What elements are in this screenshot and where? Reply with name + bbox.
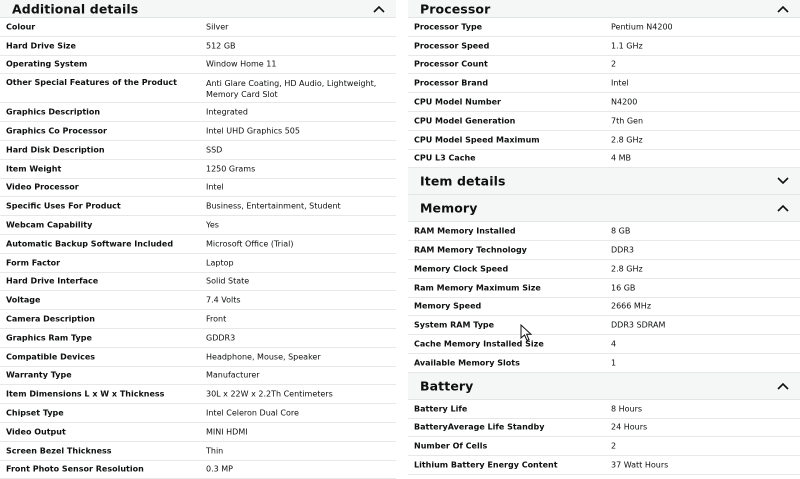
row-label: BatteryAverage Life Standby (414, 422, 545, 432)
row-label: Lithium Battery Energy Content (414, 460, 558, 470)
row-label: Form Factor (6, 258, 61, 268)
row-value: 8 GB (611, 226, 631, 236)
row-label: Ram Memory Maximum Size (414, 283, 541, 293)
row-label: Graphics Ram Type (6, 333, 92, 343)
additional-details-panel (0, 0, 396, 479)
row-value: 4 MB (611, 153, 632, 163)
row-label: Video Processor (6, 182, 79, 192)
row-label: RAM Memory Technology (414, 245, 527, 255)
row-value: GDDR3 (206, 333, 236, 343)
section-header-memory[interactable] (408, 195, 800, 222)
additional-details-table (0, 18, 396, 479)
row-value: Front (206, 314, 227, 324)
row-value: Thin (206, 446, 224, 456)
processor-table (408, 18, 800, 168)
table-row (0, 235, 396, 254)
table-row (408, 437, 800, 456)
table-row (0, 423, 396, 442)
row-value: Pentium N4200 (611, 22, 673, 32)
row-value: Intel Celeron Dual Core (206, 408, 299, 418)
table-row (0, 385, 396, 404)
row-label: CPU L3 Cache (414, 153, 476, 163)
row-value: 2.8 GHz (611, 264, 643, 274)
table-row (408, 456, 800, 475)
table-row (0, 179, 396, 198)
row-value: 1.1 GHz (611, 41, 643, 51)
row-value: Headphone, Mouse, Speaker (206, 352, 321, 362)
table-row (408, 93, 800, 112)
row-label: Operating System (6, 59, 88, 69)
table-row (0, 18, 396, 37)
chevron-up-icon[interactable] (776, 381, 790, 391)
table-row (408, 112, 800, 131)
row-label: System RAM Type (414, 320, 495, 330)
row-label: Processor Brand (414, 78, 489, 88)
table-row (408, 316, 800, 335)
table-row (0, 74, 396, 103)
row-label: Voltage (6, 295, 41, 305)
row-value: DDR3 SDRAM (611, 320, 666, 330)
row-label: Colour (6, 22, 36, 32)
table-row (408, 354, 800, 373)
row-value: Window Home 11 (206, 59, 277, 69)
table-row (408, 131, 800, 150)
section-header-item-details[interactable] (408, 168, 800, 195)
row-label: Hard Drive Interface (6, 276, 99, 286)
battery-table (408, 400, 800, 475)
section-title: Item details (420, 173, 506, 189)
row-label: Battery Life (414, 404, 468, 414)
row-value: Solid State (206, 276, 250, 286)
memory-table (408, 222, 800, 372)
section-title: Additional details (12, 1, 139, 16)
row-value: 7th Gen (611, 116, 644, 126)
section-title: Processor (420, 1, 491, 16)
table-row (0, 273, 396, 292)
table-row (408, 37, 800, 56)
row-label: Specific Uses For Product (6, 201, 121, 211)
section-header-processor[interactable] (408, 0, 800, 18)
row-value: 8 Hours (611, 404, 643, 414)
row-label: RAM Memory Installed (414, 226, 516, 236)
row-label: Webcam Capability (6, 220, 93, 230)
row-value: Business, Entertainment, Student (206, 201, 341, 211)
table-row (408, 279, 800, 298)
row-label: Compatible Devices (6, 352, 96, 362)
row-value: 2.8 GHz (611, 135, 643, 145)
table-row (408, 222, 800, 241)
chevron-up-icon[interactable] (776, 203, 790, 213)
row-label: Chipset Type (6, 408, 64, 418)
row-value: 0.3 MP (206, 464, 233, 474)
row-label: Video Output (6, 427, 66, 437)
row-label: CPU Model Speed Maximum (414, 135, 540, 145)
table-row (408, 400, 800, 419)
row-label: Memory Speed (414, 301, 482, 311)
table-row (0, 310, 396, 329)
table-row (408, 18, 800, 37)
row-value: Microsoft Office (Trial) (206, 239, 294, 249)
row-value: 2 (611, 441, 617, 451)
row-value: 4 (611, 339, 617, 349)
technical-details-panel (408, 0, 800, 475)
row-label: CPU Model Generation (414, 116, 516, 126)
row-label: Screen Bezel Thickness (6, 446, 112, 456)
row-value: 1 (611, 358, 617, 368)
row-label: Number Of Cells (414, 441, 488, 451)
table-row (0, 461, 396, 479)
row-value: Yes (206, 220, 219, 230)
section-title: Memory (420, 200, 478, 216)
table-row (408, 335, 800, 354)
table-row (0, 141, 396, 160)
row-value: DDR3 (611, 245, 634, 255)
row-label: Camera Description (6, 314, 95, 324)
row-value: 512 GB (206, 41, 236, 51)
table-row (0, 254, 396, 273)
row-label: Graphics Co Processor (6, 126, 107, 136)
table-row (0, 329, 396, 348)
row-value: 37 Watt Hours (611, 460, 669, 470)
table-row (0, 56, 396, 75)
row-label: Hard Disk Description (6, 145, 105, 155)
table-row (0, 367, 396, 386)
table-row (0, 442, 396, 461)
row-value: Laptop (206, 258, 234, 268)
section-header-battery[interactable] (408, 373, 800, 400)
row-label: Other Special Features of the Product (6, 78, 177, 88)
mouse-cursor-icon (520, 324, 534, 342)
row-label: Processor Speed (414, 41, 490, 51)
row-value: 24 Hours (611, 422, 648, 432)
row-value: 16 GB (611, 283, 636, 293)
table-row (0, 216, 396, 235)
chevron-down-icon[interactable] (776, 176, 790, 186)
row-value: 2666 MHz (611, 301, 652, 311)
row-value: 30L x 22W x 2.2Th Centimeters (206, 389, 333, 399)
table-row (0, 122, 396, 141)
table-row (408, 260, 800, 279)
row-value: N4200 (611, 97, 638, 107)
table-row (0, 103, 396, 122)
row-value: Integrated (206, 107, 248, 117)
row-value: 2 (611, 59, 617, 69)
table-row (0, 404, 396, 423)
table-row (0, 197, 396, 216)
row-label: Warranty Type (6, 370, 72, 380)
row-label: Hard Drive Size (6, 41, 76, 51)
row-value: Manufacturer (206, 370, 260, 380)
table-row (408, 419, 800, 438)
row-value: SSD (206, 145, 223, 155)
table-row (0, 348, 396, 367)
row-value: Anti Glare Coating, HD Audio, Lightweight, Memory Card Slot (206, 79, 377, 100)
section-title: Battery (420, 378, 474, 394)
row-label: Item Dimensions L x W x Thickness (6, 389, 165, 399)
row-value: 7.4 Volts (206, 295, 241, 305)
row-label: Graphics Description (6, 107, 101, 117)
row-value: 1250 Grams (206, 164, 256, 174)
row-label: Cache Memory Installed Size (414, 339, 544, 349)
row-value: MINI HDMI (206, 427, 248, 437)
row-label: Automatic Backup Software Included (6, 239, 174, 249)
section-header-additional-details[interactable] (0, 0, 396, 18)
table-row (408, 298, 800, 317)
row-value: Silver (206, 22, 229, 32)
row-value: Intel (206, 182, 224, 192)
row-value: Intel UHD Graphics 505 (206, 126, 300, 136)
row-value: Intel (611, 78, 629, 88)
row-label: Memory Clock Speed (414, 264, 509, 274)
row-label: Available Memory Slots (414, 358, 520, 368)
chevron-up-icon[interactable] (372, 4, 386, 14)
row-label: Processor Type (414, 22, 483, 32)
table-row (408, 74, 800, 93)
table-row (408, 150, 800, 169)
chevron-up-icon[interactable] (776, 4, 790, 14)
row-label: Item Weight (6, 164, 62, 174)
table-row (408, 56, 800, 75)
table-row (0, 291, 396, 310)
row-label: Front Photo Sensor Resolution (6, 464, 144, 474)
table-row (408, 241, 800, 260)
row-label: CPU Model Number (414, 97, 501, 107)
table-row (0, 37, 396, 56)
row-label: Processor Count (414, 59, 488, 69)
table-row (0, 160, 396, 179)
